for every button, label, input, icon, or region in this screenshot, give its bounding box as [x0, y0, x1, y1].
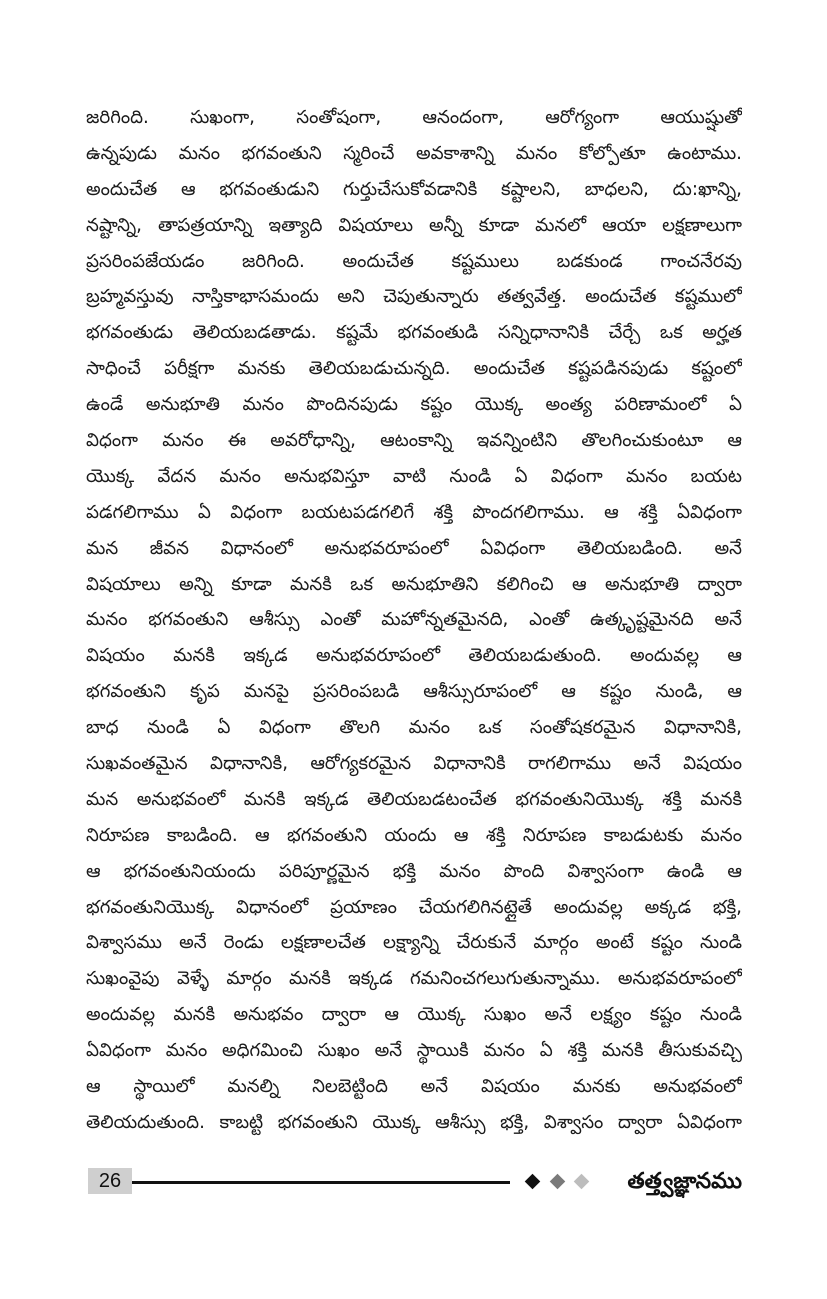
diamond-ornament-icon [550, 1174, 566, 1190]
text-line: భగవంతుడు తెలియబడతాడు. కష్టమే భగవంతుడి సన్నిధానానికి చేర్చే ఒక అర్హత [86, 322, 742, 344]
footer-rule [132, 1181, 510, 1184]
text-line: సుఖంవైపు వెళ్ళే మార్గం మనకి ఇక్కడ గమనించగలుగుతున్నాము. అనుభవరూపంలో [86, 968, 742, 990]
text-line: భగవంతుని కృప మనపై ప్రసరింపబడి ఆశీస్సురూపంలో ఆ కష్టం నుండి, ఆ [86, 681, 742, 703]
text-line: మనం భగవంతుని ఆశీస్సు ఎంతో మహోన్నతమైనది, ఎంతో ఉత్కృష్టమైనది అనే [86, 609, 742, 631]
text-line: ఏవిధంగా మనం అధిగమించి సుఖం అనే స్థాయికి మనం ఏ శక్తి మనకి తీసుకువచ్చి [86, 1040, 742, 1062]
text-line: ఉండే అనుభూతి మనం పొందినపుడు కష్టం యొక్క అంత్య పరిణామంలో ఏ [86, 394, 742, 416]
text-line: మన అనుభవంలో మనకి ఇక్కడ తెలియబడటంచేత భగవంతునియొక్క శక్తి మనకి [86, 788, 742, 810]
text-line: విధంగా మనం ఈ అవరోధాన్ని, ఆటంకాన్ని ఇవన్నింటిని తొలగించుకుంటూ ఆ [86, 430, 742, 452]
diamond-ornament-icon [574, 1174, 590, 1190]
page-number: 26 [88, 1168, 132, 1194]
text-line: నిరూపణ కాబడింది. ఆ భగవంతుని యందు ఆ శక్తి నిరూపణ కాబడుటకు మనం [86, 824, 742, 846]
page-footer [86, 1166, 742, 1200]
diamond-ornament-icon [525, 1174, 541, 1190]
text-line: విషయాలు అన్ని కూడా మనకి ఒక అనుభూతిని కలిగించి ఆ అనుభూతి ద్వారా [86, 573, 742, 595]
text-line: మన జీవన విధానంలో అనుభవరూపంలో ఏవిధంగా తెలియబడింది. అనే [86, 537, 742, 559]
text-line: బాధ నుండి ఏ విధంగా తొలగి మనం ఒక సంతోషకరమైన విధానానికి, [86, 717, 742, 739]
text-line: యొక్క వేదన మనం అనుభవిస్తూ వాటి నుండి ఏ విధంగా మనం బయట [86, 465, 742, 487]
text-line: ఉన్నపుడు మనం భగవంతుని స్మరించే అవకాశాన్ని మనం కోల్పోతూ ఉంటాము. [86, 142, 742, 164]
text-line: భగవంతునియొక్క విధానంలో ప్రయాణం చేయగలిగినట్లైతే అందువల్ల అక్కడ భక్తి, [86, 896, 742, 918]
text-line: ఆ స్థాయిలో మనల్ని నిలబెట్టింది అనే విషయం మనకు అనుభవంలో [86, 1076, 742, 1098]
text-line: విషయం మనకి ఇక్కడ అనుభవరూపంలో తెలియబడుతుంది. అందువల్ల ఆ [86, 645, 742, 667]
text-line: సాధించే పరీక్షగా మనకు తెలియబడుచున్నది. అందుచేత కష్టపడినపుడు కష్టంలో [86, 358, 742, 380]
text-line: అందుచేత ఆ భగవంతుడుని గుర్తుచేసుకోవడానికి కష్టాలని, బాధలని, దు:ఖాన్ని, [86, 178, 742, 200]
text-line: అందువల్ల మనకి అనుభవం ద్వారా ఆ యొక్క సుఖం అనే లక్ష్యం కష్టం నుండి [86, 1004, 742, 1026]
text-line: నష్టాన్ని, తాపత్రయాన్ని ఇత్యాది విషయాలు అన్నీ కూడా మనలో ఆయా లక్షణాలుగా [86, 214, 742, 236]
text-line: ప్రసరింపజేయడం జరిగింది. అందుచేత కష్టములు బడకుండ గాంచనేరవు [86, 250, 742, 272]
text-line: తెలియదుతుంది. కాబట్టి భగవంతుని యొక్క ఆశీస్సు భక్తి, విశ్వాసం ద్వారా ఏవిధంగా [86, 1111, 742, 1133]
text-line: ఆ భగవంతునియందు పరిపూర్ణమైన భక్తి మనం పొంది విశ్వాసంగా ఉండి ఆ [86, 860, 742, 882]
text-line: విశ్వాసము అనే రెండు లక్షణాలచేత లక్ష్యాన్ని చేరుకునే మార్గం అంటే కష్టం నుండి [86, 932, 742, 954]
body-paragraph [86, 100, 742, 1141]
text-line: పడగలిగాము ఏ విధంగా బయటపడగలిగే శక్తి పొందగలిగాము. ఆ శక్తి ఏవిధంగా [86, 501, 742, 523]
text-line: బ్రహ్మవస్తువు నాస్తికాభాసమందు అని చెపుతున్నారు తత్వవేత్త. అందుచేత కష్టములో [86, 286, 742, 308]
text-line: సుఖవంతమైన విధానానికి, ఆరోగ్యకరమైన విధానానికి రాగలిగాము అనే విషయం [86, 753, 742, 775]
book-title: తత్త్వజ్ఞానము [627, 1169, 742, 1194]
text-line: జరిగింది. సుఖంగా, సంతోషంగా, ఆనందంగా, ఆరోగ్యంగా ఆయుష్షుతో [86, 107, 742, 128]
